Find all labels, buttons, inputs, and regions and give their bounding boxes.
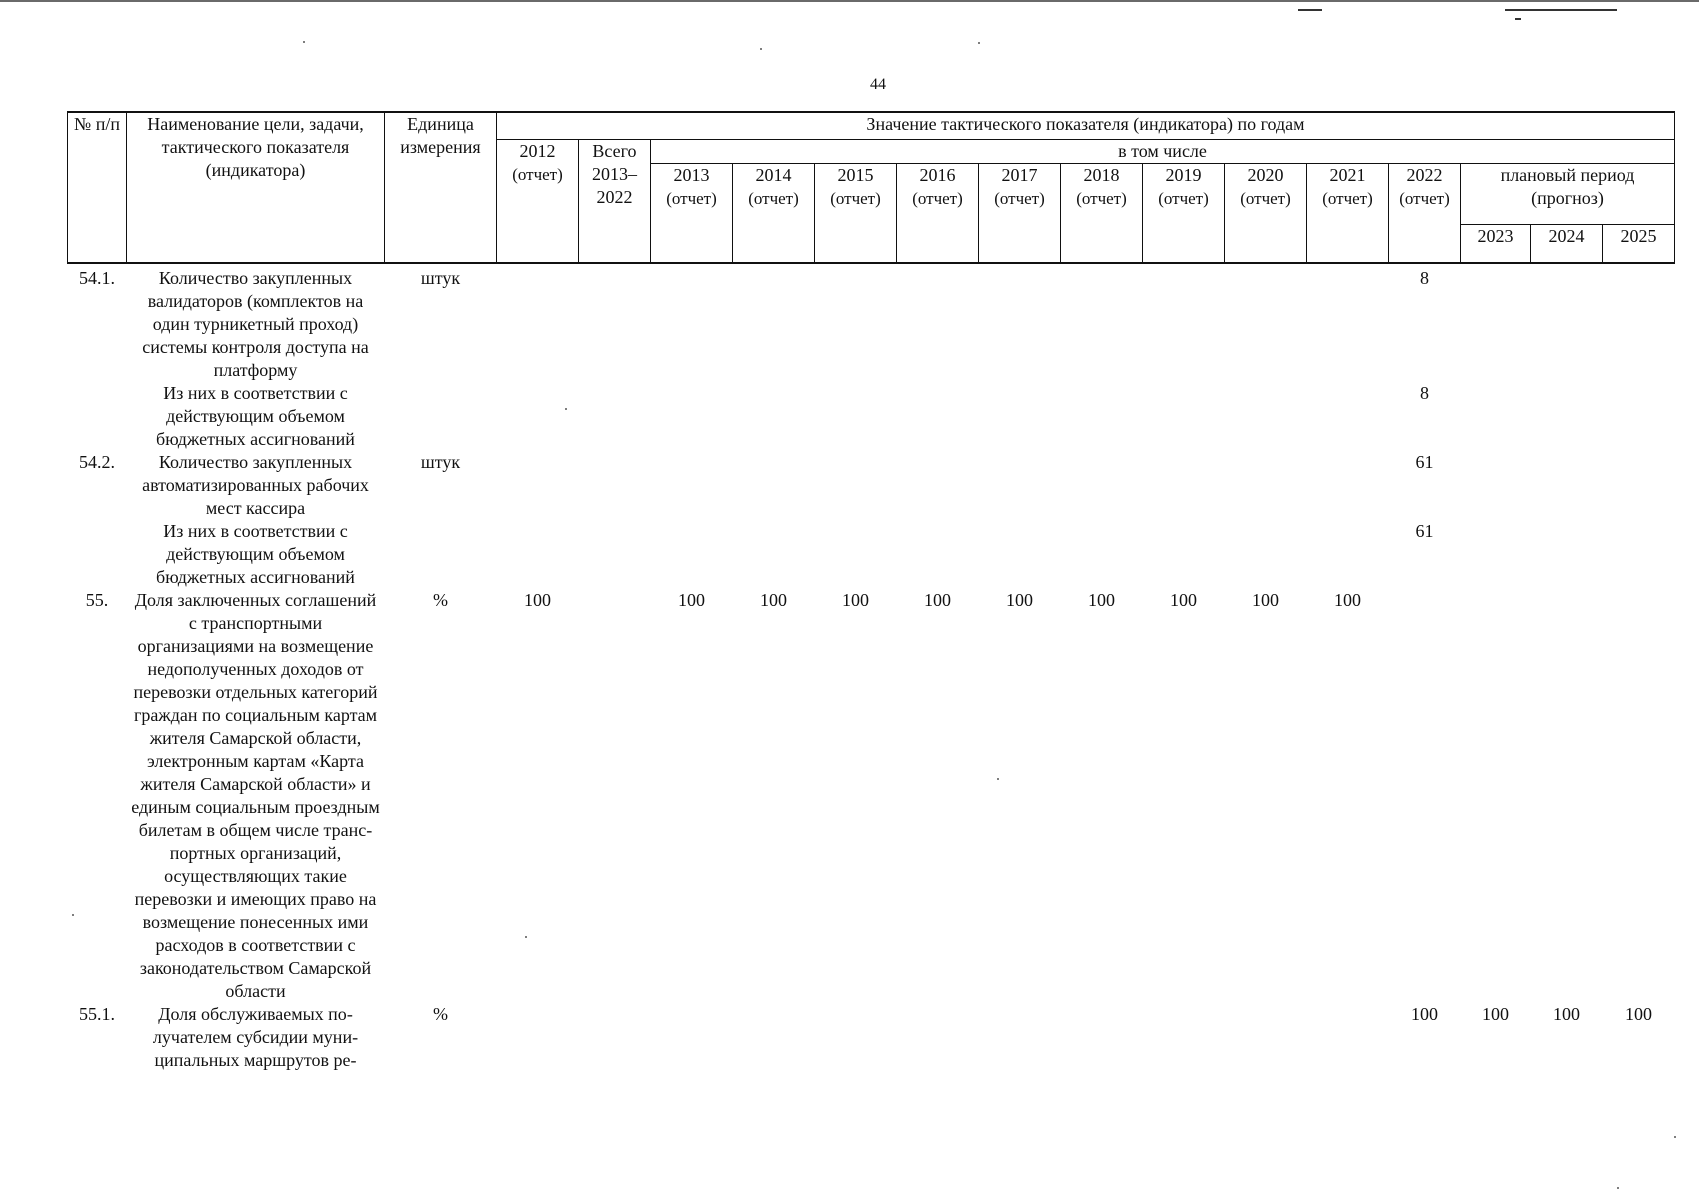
row-name: Доля обслуживаемых получателем субсидии муниципальных маршрутов ре- [152, 1004, 359, 1070]
col-header-year [979, 163, 1061, 263]
page-number: 44 [870, 76, 886, 93]
col-header-year [651, 163, 733, 263]
col-header-2012-year: 2012 [519, 140, 556, 161]
year-label: 2018 [1083, 164, 1120, 185]
col-header-unit: Единица измерения [385, 112, 497, 263]
year-label: 2019 [1165, 164, 1202, 185]
year-note: (отчет) [1240, 188, 1291, 208]
col-header-including: в том числе [651, 139, 1675, 163]
year-label: 2017 [1001, 164, 1038, 185]
year-note: (отчет) [1076, 188, 1127, 208]
value-2024: 100 [1553, 1004, 1580, 1024]
value-2022: 61 [1415, 521, 1434, 541]
row-number [68, 382, 127, 451]
row-name: Из них в соответствии с действующим объемом бюджетных ассигнований [156, 383, 355, 449]
year-note: (отчет) [1158, 188, 1209, 208]
row-number: 55.1. [79, 1004, 115, 1024]
value-2017: 100 [1006, 590, 1033, 610]
col-header-values-title: Значение тактического показателя (индикатора) по годам [497, 112, 1675, 139]
year-label: 2014 [755, 164, 792, 185]
value-2013: 100 [678, 590, 705, 610]
table-row [68, 451, 1675, 520]
row-unit [385, 520, 497, 589]
col-header-plan-year: 2024 [1531, 224, 1603, 263]
scan-speck [1617, 1187, 1619, 1189]
col-header-year [1307, 163, 1389, 263]
col-header-year [897, 163, 979, 263]
row-number [68, 520, 127, 589]
row-unit: штук [420, 452, 461, 472]
col-header-2012 [497, 139, 579, 263]
scan-speck [303, 41, 305, 43]
value-2022: 8 [1420, 383, 1429, 403]
col-header-year [1061, 163, 1143, 263]
value-2016: 100 [924, 590, 951, 610]
value-2025: 100 [1625, 1004, 1652, 1024]
year-label: 2016 [919, 164, 956, 185]
row-unit: % [433, 1004, 448, 1024]
row-unit [385, 382, 497, 451]
year-note: (отчет) [1399, 188, 1450, 208]
col-header-2012-note: (отчет) [512, 164, 563, 184]
table-row [68, 1003, 1675, 1072]
table-row [68, 382, 1675, 451]
year-label: 2022 [1406, 164, 1443, 185]
value-2022: 8 [1420, 268, 1429, 288]
col-header-year [1225, 163, 1307, 263]
year-note: (отчет) [748, 188, 799, 208]
value-2012: 100 [524, 590, 551, 610]
year-note: (отчет) [912, 188, 963, 208]
row-number: 54.1. [79, 268, 115, 288]
col-header-year [733, 163, 815, 263]
year-label: 2020 [1247, 164, 1284, 185]
col-header-year [1389, 163, 1461, 263]
col-header-plan-year: 2023 [1461, 224, 1531, 263]
value-2023: 100 [1482, 1004, 1509, 1024]
year-note: (отчет) [666, 188, 717, 208]
scan-speck [760, 48, 762, 50]
row-name: Количество закупленных валидаторов (комплектов на один турникетный проход) системы контроля доступа на платформу [142, 268, 369, 380]
value-2019: 100 [1170, 590, 1197, 610]
value-2022: 100 [1411, 1004, 1438, 1024]
indicators-table [67, 111, 1675, 1072]
value-2014: 100 [760, 590, 787, 610]
value-2022: 61 [1415, 452, 1434, 472]
scan-speck [1674, 1136, 1676, 1138]
year-label: 2021 [1329, 164, 1366, 185]
col-header-year [815, 163, 897, 263]
col-header-planned-period: плановый период (прогноз) [1461, 163, 1675, 224]
table-row [68, 589, 1675, 1003]
table-row [68, 520, 1675, 589]
row-number: 54.2. [79, 452, 115, 472]
row-name: Количество закупленных автоматизированных рабочих мест кассира [142, 452, 369, 518]
value-2020: 100 [1252, 590, 1279, 610]
col-header-plan-year: 2025 [1603, 224, 1675, 263]
table-row [68, 263, 1675, 382]
value-2021: 100 [1334, 590, 1361, 610]
year-label: 2013 [673, 164, 710, 185]
row-unit: % [433, 590, 448, 610]
year-note: (отчет) [830, 188, 881, 208]
scan-top-border [0, 0, 1699, 2]
value-2015: 100 [842, 590, 869, 610]
scan-mark [1298, 9, 1322, 11]
scan-speck [978, 42, 980, 44]
value-2018: 100 [1088, 590, 1115, 610]
col-header-number: № п/п [68, 112, 127, 263]
col-header-total: Всего 2013–2022 [579, 139, 651, 263]
row-name: Из них в соответствии с действующим объемом бюджетных ассигнований [156, 521, 355, 587]
row-number: 55. [85, 590, 109, 610]
year-note: (отчет) [1322, 188, 1373, 208]
scan-mark [1505, 9, 1617, 11]
row-unit: штук [420, 268, 461, 288]
col-header-year [1143, 163, 1225, 263]
col-header-name: Наименование цели, задачи, тактического показателя (индикатора) [127, 112, 385, 263]
scan-mark [1515, 18, 1521, 20]
year-note: (отчет) [994, 188, 1045, 208]
year-label: 2015 [837, 164, 874, 185]
row-name: Доля заключенных соглашений с транспортными организациями на возмещение недополученных доходов от перевозки отдельных категорий граждан по социальным картам жителя Самарской области, электронным картам «Карта жителя Самарской области» и единым социальным проездным билетам в общем числе транспортных организаций, осуществляющих такие перевозки и имеющих право на возмещение понесенных ими расходов в соответствии с законодательством Самарской области [131, 590, 380, 1001]
